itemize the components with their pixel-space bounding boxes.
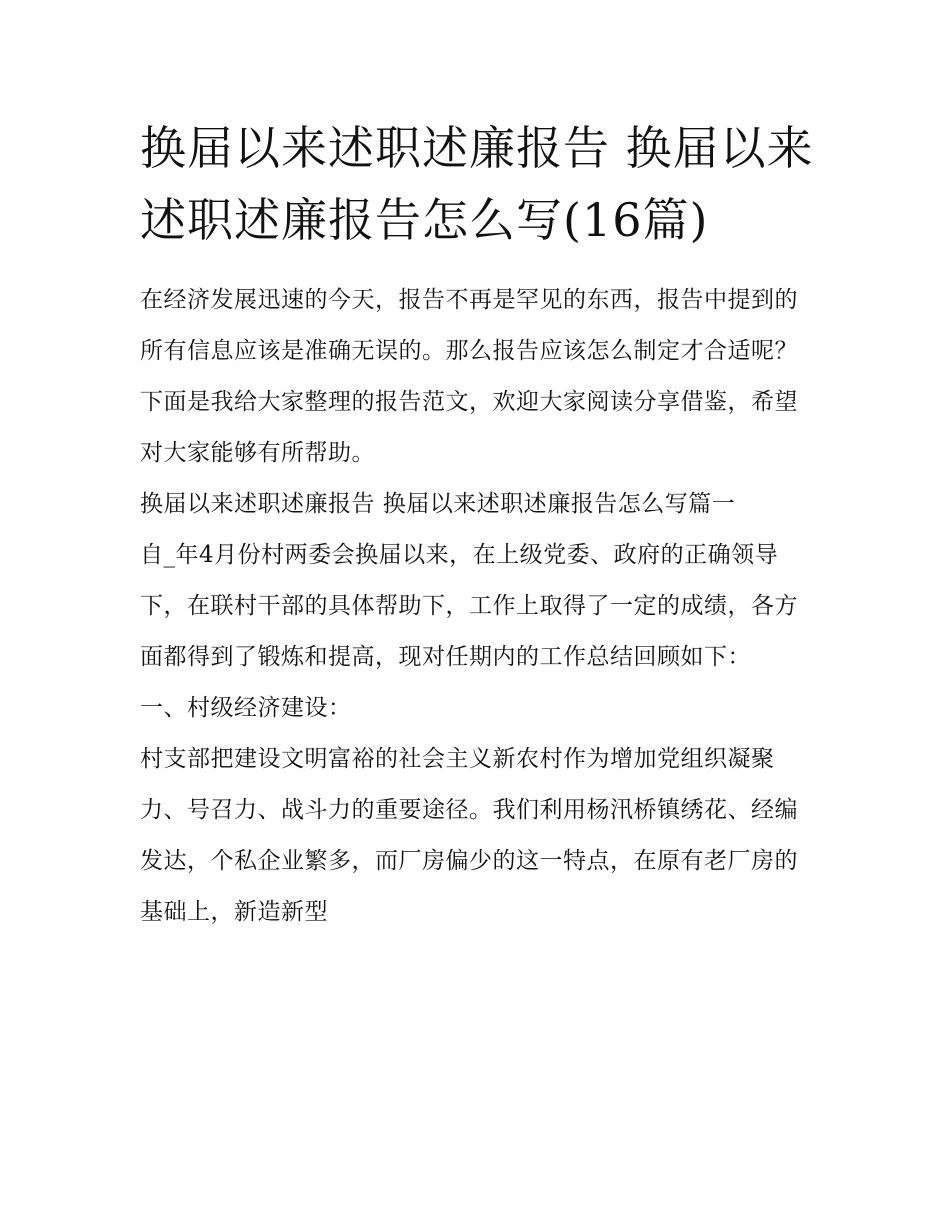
- document-body: [140, 275, 820, 938]
- section-heading: 换届以来述职述廉报告 换届以来述职述廉报告怎么写篇一: [140, 491, 736, 517]
- intro-paragraph: 在经济发展迅速的今天，报告不再是罕见的东西，报告中提到的所有信息应该是准确无误的。那么报告应该怎么制定才合适呢？下面是我给大家整理的报告范文，欢迎大家阅读分享借鉴，希望对大家能够有所帮助。: [140, 287, 798, 466]
- document-title: 换届以来述职述廉报告 换届以来述职述廉报告怎么写(16篇): [140, 121, 814, 247]
- body-paragraph: 村支部把建设文明富裕的社会主义新农村作为增加党组织凝聚力、号召力、战斗力的重要途径。我们利用杨汛桥镇绣花、经编发达，个私企业繁多，而厂房偏少的这一特点，在原有老厂房的基础上，新造新型: [140, 746, 798, 925]
- body-paragraph: 自_年4月份村两委会换届以来，在上级党委、政府的正确领导下，在联村干部的具体帮助下，工作上取得了一定的成绩，各方面都得到了锻炼和提高，现对任期内的工作总结回顾如下：: [140, 542, 798, 670]
- subsection-heading: 一、村级经济建设：: [140, 695, 352, 721]
